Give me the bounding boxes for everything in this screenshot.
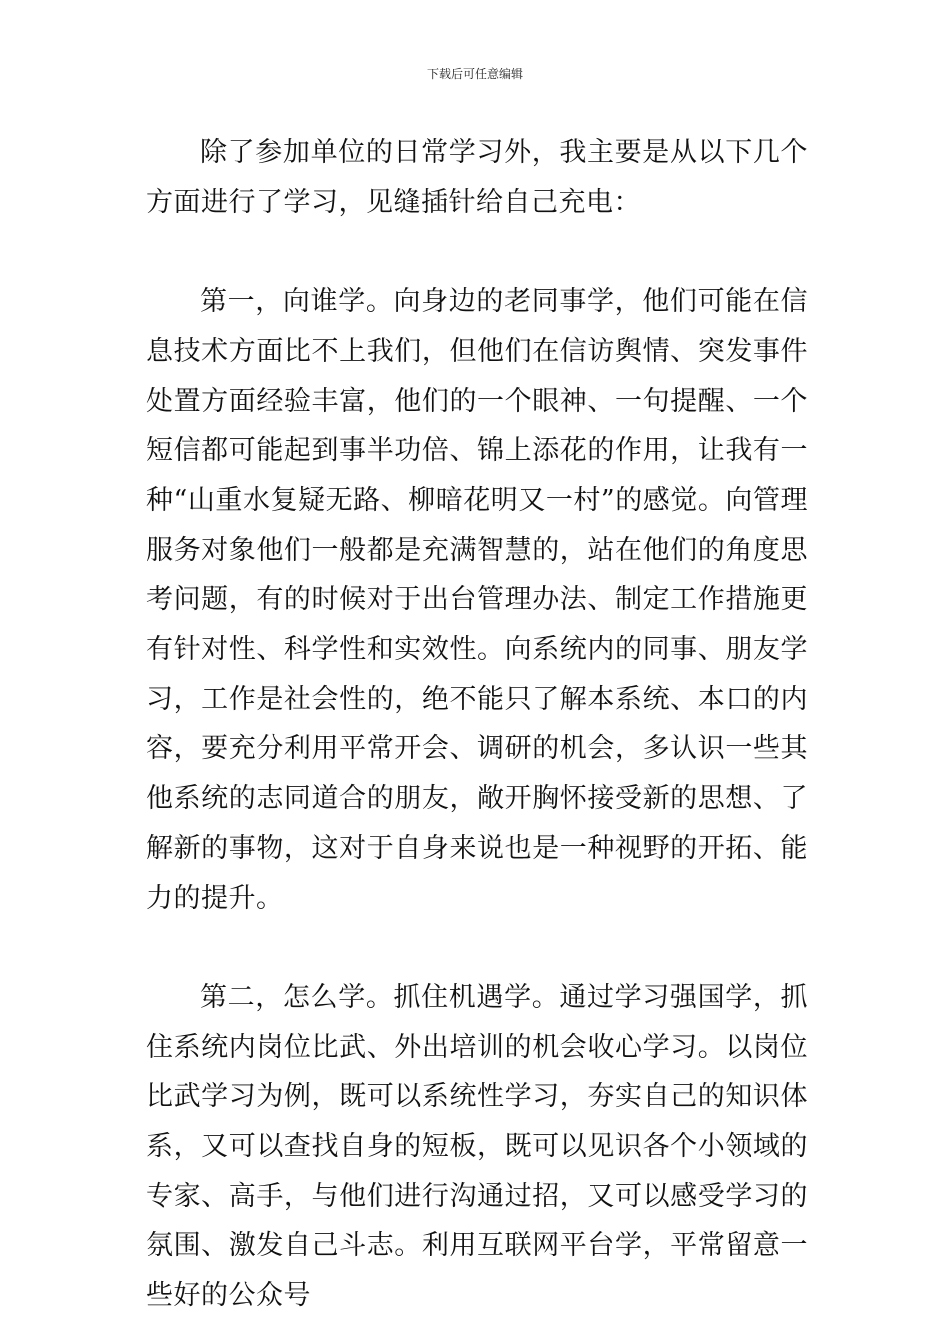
- paragraph-intro: 除了参加单位的日常学习外，我主要是从以下几个方面进行了学习，见缝插针给自己充电：: [146, 137, 808, 218]
- paragraph-gap: [146, 227, 808, 277]
- paragraph-first: 第一，向谁学。向身边的老同事学，他们可能在信息技术方面比不上我们，但他们在信访舆情、突发事件处置方面经验丰富，他们的一个眼神、一句提醒、一个短信都可能起到事半功倍、锦上添花的作用，让我有一种“山重水复疑无路、柳暗花明又一村”的感觉。向管理服务对象他们一般都是充满智慧的，站在他们的角度思考问题，有的时候对于出台管理办法、制定工作措施更有针对性、科学性和实效性。向系统内的同事、朋友学习，工作是社会性的，绝不能只了解本系统、本口的内容，要充分利用平常开会、调研的机会，多认识一些其他系统的志同道合的朋友，敞开胸怀接受新的思想、了解新的事物，这对于自身来说也是一种视野的开拓、能力的提升。: [146, 286, 808, 914]
- paragraph-second: 第二，怎么学。抓住机遇学。通过学习强国学，抓住系统内岗位比武、外出培训的机会收心学习。以岗位比武学习为例，既可以系统性学习，夯实自己的知识体系，又可以查找自身的短板，既可以见识各个小领域的专家、高手，与他们进行沟通过招，又可以感受学习的氛围、激发自己斗志。利用互联网平台学，平常留意一些好的公众号: [146, 981, 808, 1312]
- page-header: 下载后可任意编辑: [426, 67, 523, 81]
- paragraph-gap: [146, 923, 808, 973]
- document-body: [146, 128, 808, 1321]
